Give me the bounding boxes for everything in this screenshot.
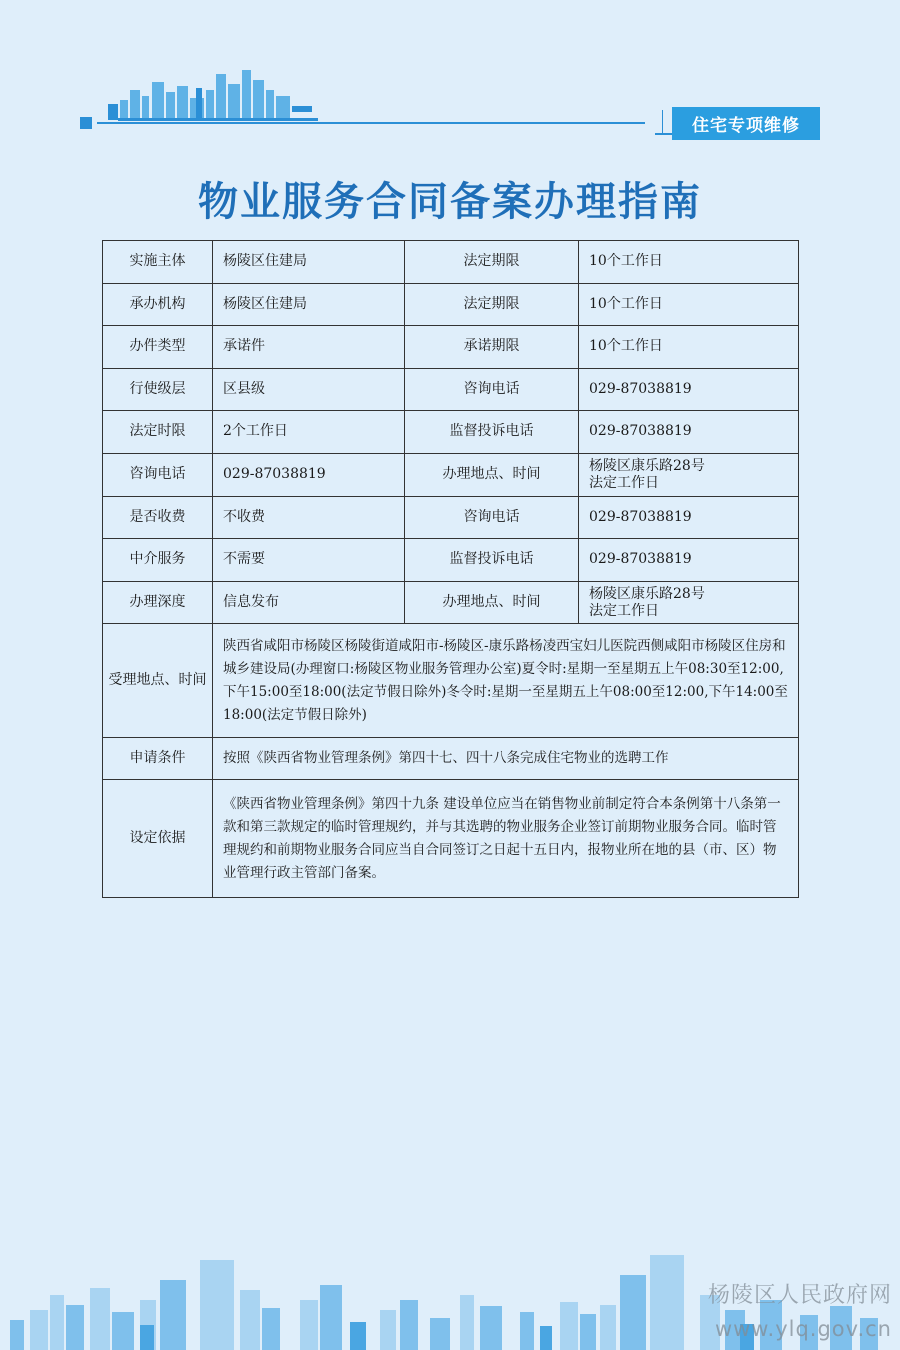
row-value: 029-87038819	[213, 453, 405, 496]
table-row-wide	[103, 738, 799, 780]
row-value: 杨陵区住建局	[213, 241, 405, 284]
table-row	[103, 581, 799, 624]
site-watermark	[708, 1278, 892, 1341]
row-label: 法定期限	[405, 241, 579, 284]
row-label: 中介服务	[103, 539, 213, 582]
row-label: 承诺期限	[405, 326, 579, 369]
header-divider-line-short	[655, 133, 672, 135]
category-tag: 住宅专项维修	[672, 107, 820, 140]
table-row	[103, 411, 799, 454]
row-label: 办件类型	[103, 326, 213, 369]
row-label: 监督投诉电话	[405, 539, 579, 582]
guide-table	[102, 240, 799, 898]
row-label: 受理地点、时间	[103, 624, 213, 738]
row-value: 10个工作日	[579, 326, 799, 369]
row-value: 029-87038819	[579, 411, 799, 454]
row-value: 陕西省咸阳市杨陵区杨陵街道咸阳市-杨陵区-康乐路杨凌西宝妇儿医院西侧咸阳市杨陵区住房和城乡建设局(办理窗口:杨陵区物业服务管理办公室)夏令时:星期一至星期五上午08:30至12:00,下午15:00至18:00(法定节假日除外)冬令时:星期一至星期五上午08:00至12:00,下午14:00至18:00(法定节假日除外)	[213, 624, 799, 738]
table-row	[103, 539, 799, 582]
row-value: 信息发布	[213, 581, 405, 624]
row-label: 办理地点、时间	[405, 581, 579, 624]
row-value: 区县级	[213, 368, 405, 411]
row-value: 10个工作日	[579, 241, 799, 284]
row-label: 实施主体	[103, 241, 213, 284]
row-value: 杨陵区住建局	[213, 283, 405, 326]
table-row	[103, 241, 799, 284]
row-label: 行使级层	[103, 368, 213, 411]
row-label: 设定依据	[103, 780, 213, 898]
row-value: 按照《陕西省物业管理条例》第四十七、四十八条完成住宅物业的选聘工作	[213, 738, 799, 780]
row-value: 不收费	[213, 496, 405, 539]
table-row-wide	[103, 624, 799, 738]
row-value: 2个工作日	[213, 411, 405, 454]
row-label: 监督投诉电话	[405, 411, 579, 454]
row-label: 申请条件	[103, 738, 213, 780]
page-title: 物业服务合同备案办理指南	[198, 179, 702, 225]
row-label: 办理地点、时间	[405, 453, 579, 496]
table-row	[103, 368, 799, 411]
row-label: 咨询电话	[103, 453, 213, 496]
header-vertical-line	[662, 110, 663, 134]
row-value: 029-87038819	[579, 496, 799, 539]
row-label: 咨询电话	[405, 496, 579, 539]
header-square-marker	[80, 117, 92, 129]
row-value: 杨陵区康乐路28号 法定工作日	[579, 453, 799, 496]
row-label: 法定时限	[103, 411, 213, 454]
row-value: 029-87038819	[579, 539, 799, 582]
row-label: 是否收费	[103, 496, 213, 539]
row-value: 承诺件	[213, 326, 405, 369]
row-label: 法定期限	[405, 283, 579, 326]
watermark-site-name: 杨陵区人民政府网	[707, 1283, 892, 1308]
row-label: 咨询电话	[405, 368, 579, 411]
row-label: 办理深度	[103, 581, 213, 624]
row-value: 不需要	[213, 539, 405, 582]
row-value: 杨陵区康乐路28号 法定工作日	[579, 581, 799, 624]
table-row	[103, 496, 799, 539]
row-label: 承办机构	[103, 283, 213, 326]
table-row	[103, 283, 799, 326]
row-value: 《陕西省物业管理条例》第四十九条 建设单位应当在销售物业前制定符合本条例第十八条第一款和第三款规定的临时管理规约，并与其选聘的物业服务企业签订前期物业服务合同。临时管理规约和前期物业服务合同应当自合同签订之日起十五日内，报物业所在地的县（市、区）物业管理行政主管部门备案。	[213, 780, 799, 898]
row-value: 10个工作日	[579, 283, 799, 326]
header-divider-line	[97, 122, 645, 124]
table-row	[103, 326, 799, 369]
table-row-wide	[103, 780, 799, 898]
city-skyline-header-image	[78, 60, 678, 130]
row-value: 029-87038819	[579, 368, 799, 411]
watermark-site-url: www.ylq.gov.cn	[714, 1317, 892, 1341]
table-row	[103, 453, 799, 496]
